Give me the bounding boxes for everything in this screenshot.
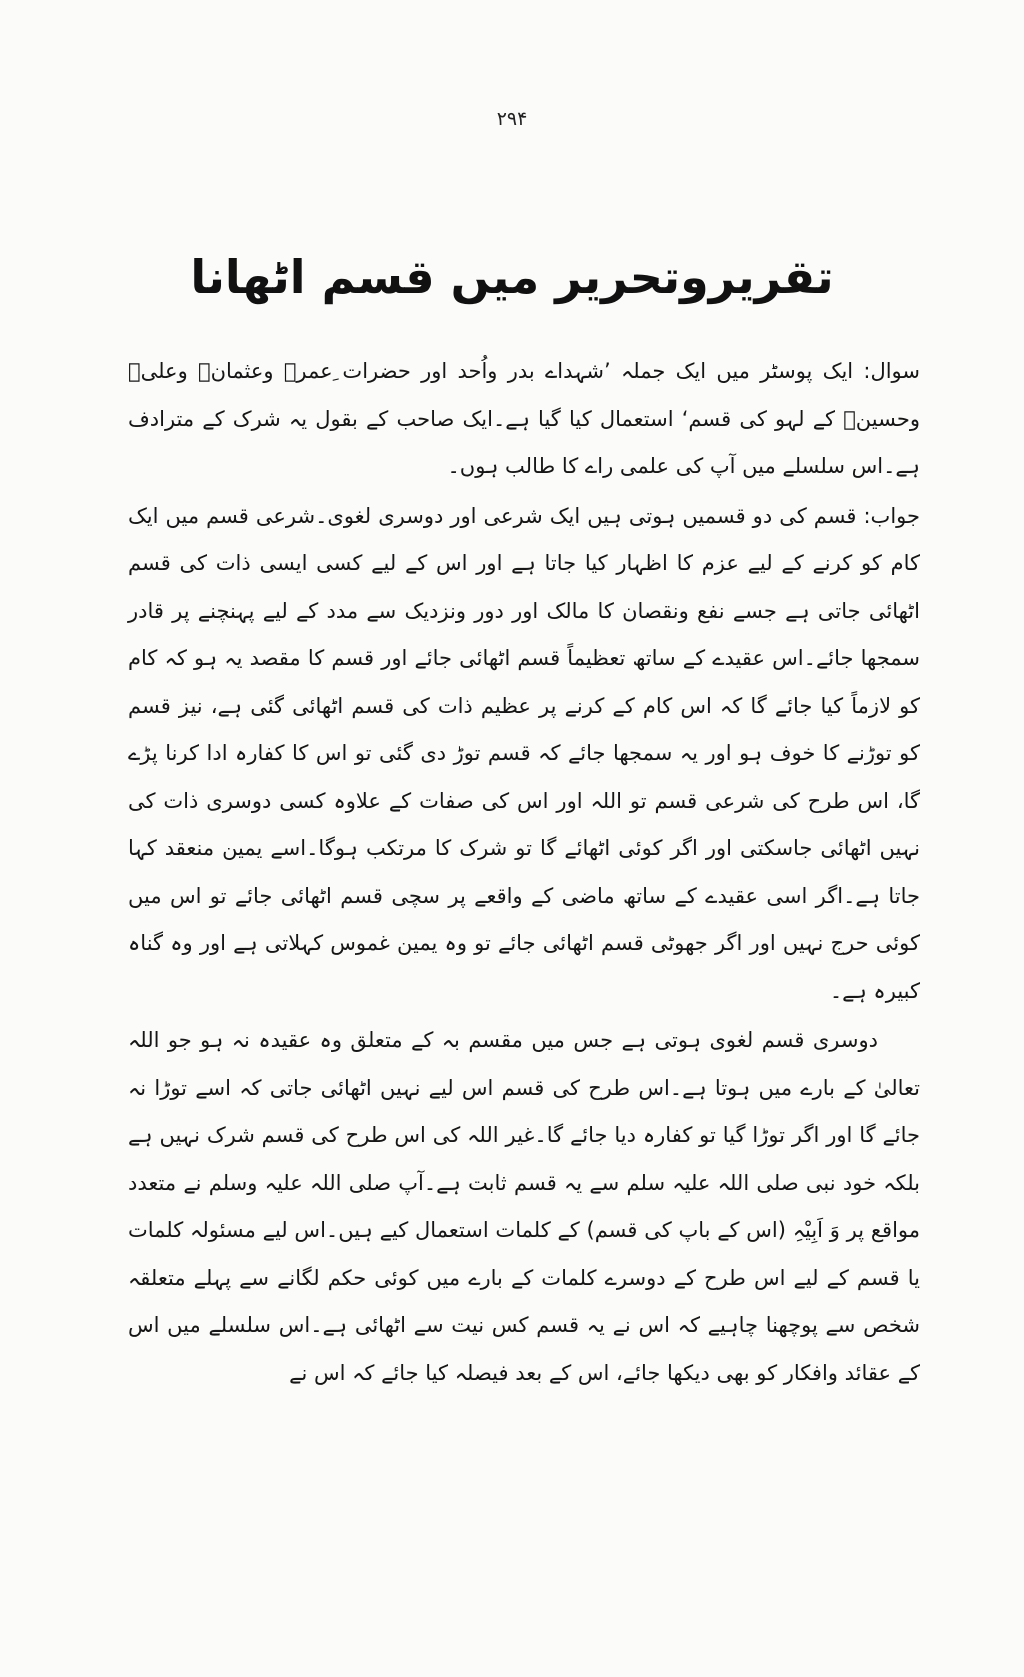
answer-paragraph: جواب: قسم کی دو قسمیں ہوتی ہیں ایک شرعی اور دوسری لغوی۔شرعی قسم میں ایک کام کو کرنے کے لیے عزم کا اظہار کیا جاتا ہے اور اس کے لیے کسی ایسی ذات کی قسم اٹھائی جاتی ہے جسے نفع ونقصان کا مالک اور دور ونزدیک سے مدد کے لیے پہنچنے پر قادر سمجھا جائے۔اس عقیدے کے ساتھ تعظیماً قسم اٹھائی جائے اور قسم کا مقصد یہ ہو کہ کام کو لازماً کیا جائے گا کہ اس کام کے کرنے پر عظیم ذات کی قسم اٹھائی گئی ہے، نیز قسم کو توڑنے کا خوف ہو اور یہ سمجھا جائے کہ قسم توڑ دی گئی تو اس کا کفارہ ادا کرنا پڑے گا، اس طرح کی شرعی قسم تو اللہ اور اس کی صفات کے علاوہ کسی دوسری ذات کی نہیں اٹھائی جاسکتی اور اگر کوئی اٹھائے گا تو شرک کا مرتکب ہوگا۔اسے یمین منعقد کہا جاتا ہے۔اگر اسی عقیدے کے ساتھ ماضی کے واقعے پر سچی قسم اٹھائی جائے تو اس میں کوئی حرج نہیں اور اگر جھوٹی قسم اٹھائی جائے تو وہ یمین غموس کہلاتی ہے اور وہ گناہ کبیرہ ہے۔ [128,503,920,1003]
question-paragraph: سوال: ایک پوسٹر میں ایک جملہ ’شہداے بدر واُحد اور حضرات ِعمرؓ وعثمانؓ وعلیؓ وحسینؓ کے لہو کی قسم‘ استعمال کیا گیا ہے۔ایک صاحب کے بقول یہ شرک کے مترادف ہے۔اس سلسلے میں آپ کی علمی راے کا طالب ہوں۔ [128,359,920,478]
page-number: ۲۹۴ [496,108,528,130]
page-title: تقریروتحریر میں قسم اٹھانا [190,250,834,304]
continuation-paragraph: دوسری قسم لغوی ہوتی ہے جس میں مقسم بہ کے متعلق وہ عقیدہ نہ ہو جو اللہ تعالیٰ کے بارے میں ہوتا ہے۔اس طرح کی قسم اس لیے نہیں اٹھائی جاتی کہ اسے توڑا نہ جائے گا اور اگر توڑا گیا تو کفارہ دیا جائے گا۔غیر اللہ کی اس طرح کی قسم شرک نہیں ہے بلکہ خود نبی صلی اللہ علیہ سلم سے یہ قسم ثابت ہے۔آپ صلی اللہ علیہ وسلم نے متعدد مواقع پر وَ اَبِیْہِ (اس کے باپ کی قسم) کے کلمات استعمال کیے ہیں۔اس لیے مسئولہ کلمات یا قسم کے لیے اس طرح کے دوسرے کلمات کے بارے میں کوئی حکم لگانے سے پہلے متعلقہ شخص سے پوچھنا چاہیے کہ اس نے یہ قسم کس نیت سے اٹھائی ہے۔اس سلسلے میں اس کے عقائد وافکار کو بھی دیکھا جائے، اس کے بعد فیصلہ کیا جائے کہ اس نے [128,1028,920,1385]
body-text [128,348,920,1397]
